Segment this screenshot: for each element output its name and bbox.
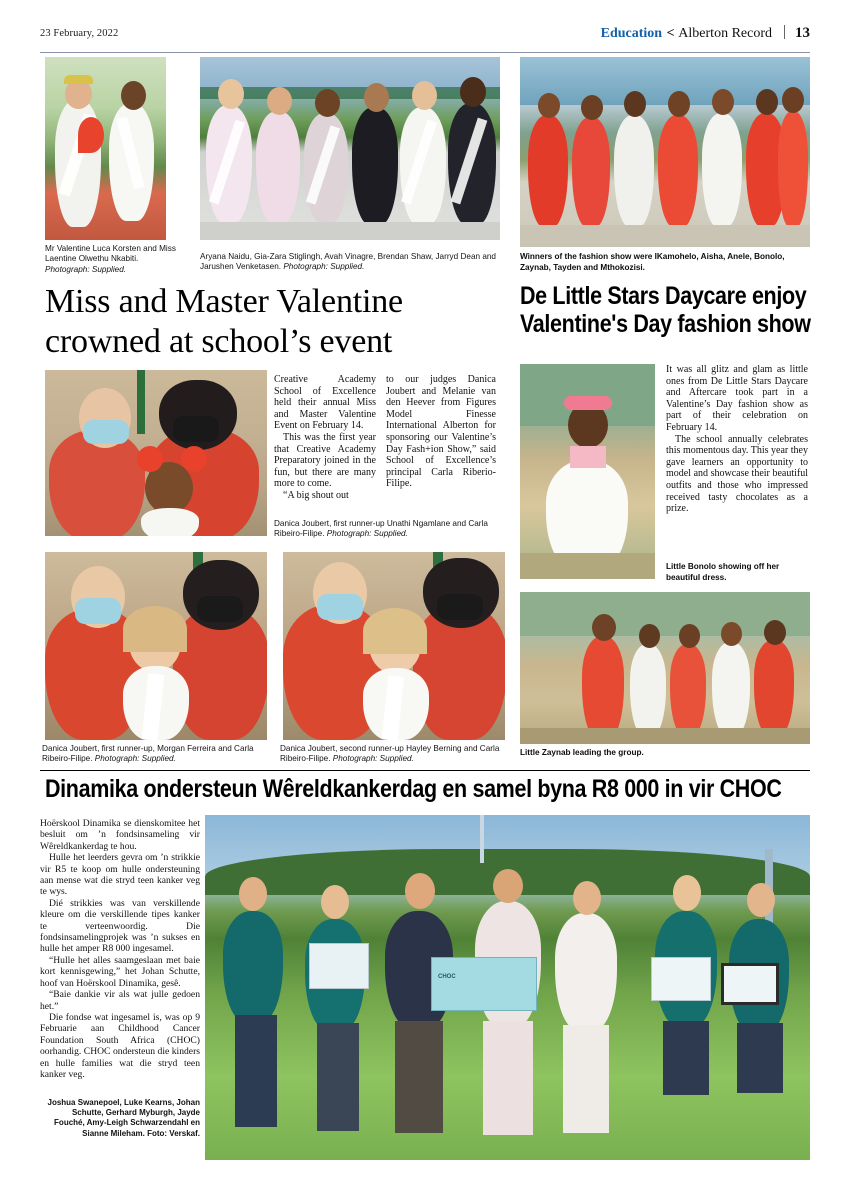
right-p2: The school annually celebrates this momentous day. This year they gave learners an opportunity to model and showcase their beautiful outfits and those who impressed received tasty chocolates as a prize. <box>666 433 808 515</box>
photo-certificate-3 <box>721 963 779 1005</box>
main-headline <box>45 284 515 360</box>
photo-girl-hair <box>123 606 187 652</box>
photo-person-7-head <box>747 883 775 917</box>
photo-person-4-head <box>493 869 523 903</box>
main-body-column-1 <box>274 374 376 502</box>
caption-photo-6 <box>280 744 502 765</box>
photo-heart-left <box>78 117 104 153</box>
section-name: Education <box>600 26 663 41</box>
caption-2-text: Aryana Naidu, Gia-Zara Stiglingh, Avah Vinagre, Brendan Shaw, Jarryd Dean and Jarushen Venketasen. <box>200 252 496 272</box>
bottom-section-rule <box>40 770 810 771</box>
photo-kid-head-4 <box>668 91 690 117</box>
photo-child-e <box>754 640 794 736</box>
photo-head-d <box>721 622 742 646</box>
photo-flagpole <box>480 815 484 863</box>
photo-pole <box>137 370 145 434</box>
photo-girl-hair <box>363 608 427 654</box>
photo-person-6-head <box>673 875 701 911</box>
photo-danica-hayley-carla <box>283 552 505 740</box>
photo-little-bonolo <box>520 364 655 579</box>
photo-person-2-head <box>321 885 349 919</box>
photo-headband <box>564 396 612 410</box>
photo-child-shirt <box>141 508 199 536</box>
main-col1-p1: Creative Academy School of Excellence held their annual Miss and Master Valentine Event on February 14. <box>274 374 376 432</box>
photo-head-3 <box>315 89 340 117</box>
caption-photo-2 <box>200 252 500 273</box>
right-headline-line-1: De Little Stars Daycare enjoy <box>520 282 807 310</box>
bottom-headline <box>45 777 819 803</box>
bottom-p4: “Hulle het alles saamgeslaan met baie kort kennisgewing,” het Johan Schutte, hoof van Hoërskool Dinamika, gesê. <box>40 954 200 989</box>
page-number: 13 <box>795 25 810 41</box>
photo-kid-head-1 <box>538 93 560 118</box>
photo-child-b <box>630 644 666 736</box>
caption-photo-3 <box>520 252 805 273</box>
caption-photo-8 <box>520 748 805 759</box>
photo-person-2-legs <box>317 1023 359 1131</box>
photo-giant-cheque: CHOC <box>431 957 537 1011</box>
photo-person-1-body <box>223 911 283 1023</box>
caption-7-text: Little Bonolo showing off her beautiful dress. <box>666 562 780 582</box>
photo-head-e <box>764 620 786 645</box>
photo-valentine-group <box>200 57 500 240</box>
main-col2-p1: to our judges Danica Joubert and Melanie van den Heever from Figures Model Finesse International Alberton for sponsoring our Valentine’s Day Fash+ion Show,” said School of Excellence’s principal Carla Riberio-Filipe. <box>386 374 496 490</box>
photo-head-1 <box>218 79 244 109</box>
main-col1-p3: “A big shout out <box>283 489 349 501</box>
caption-photo-9 <box>40 1098 200 1139</box>
masthead <box>40 25 810 54</box>
photo-head-5 <box>412 81 437 110</box>
photo-head-4 <box>364 83 389 112</box>
caption-2-credit: Photograph: Supplied. <box>283 262 365 272</box>
photo-fashion-show-winners <box>520 57 810 247</box>
photo-kid-head-5 <box>712 89 734 115</box>
photo-lead-head <box>592 614 616 641</box>
photo-child-4 <box>352 107 398 225</box>
photo-person-3-head <box>405 873 435 909</box>
photo-child-c <box>670 644 706 736</box>
photo-danica-unathi-carla <box>45 370 267 536</box>
photo-lead-child <box>582 636 624 740</box>
main-headline-line-2: crowned at school’s event <box>45 323 393 361</box>
main-headline-line-1: Miss and Master Valentine <box>45 283 403 320</box>
bottom-p3: Dié strikkies was van verskillende kleure om die verskillende tipes kanker te verteenwoordig. Die fondsinsamelingprojek was ’n sukses en hulle het amper R8 000 ingesamel. <box>40 897 200 955</box>
photo-mask-blue <box>83 420 129 444</box>
caption-photo-5 <box>42 744 257 765</box>
caption-photo-1 <box>45 244 185 275</box>
bottom-p2: Hulle het leerders gevra om ’n strikkie vir R5 te koop om hulle ondersteuning aan mense wat die stryd teen kanker veg te wys. <box>40 852 200 898</box>
photo-person-5-legs <box>563 1025 609 1133</box>
photo-danica-morgan-carla <box>45 552 267 740</box>
photo-child-2 <box>256 111 300 223</box>
masthead-section-line <box>601 25 810 42</box>
photo-mouse-ear-left <box>137 446 163 472</box>
photo-head-right <box>121 81 146 110</box>
photo-person-7-legs <box>737 1023 783 1093</box>
caption-6-text: Danica Joubert, second runner-up Hayley Berning and Carla Ribeiro-Filipe. <box>280 744 500 764</box>
photo-mr-miss-valentine <box>45 57 166 240</box>
caption-photo-4 <box>274 519 504 540</box>
photo-kid-head-2 <box>581 95 603 120</box>
photo-person-6-legs <box>663 1021 709 1095</box>
photo-little-zaynab <box>520 592 810 744</box>
caption-5-credit: Photograph: Supplied. <box>94 754 176 764</box>
photo-ground <box>520 728 810 744</box>
photo-mask-black <box>173 416 219 442</box>
photo-ground <box>200 222 500 240</box>
photo-person-3-legs <box>395 1021 443 1133</box>
bottom-p1: Hoërskool Dinamika se dienskomitee het besluit om ’n fondsinsameling vir Wêreldkankerdag te hou. <box>40 818 200 852</box>
chevron-left-icon: < <box>666 26 675 41</box>
right-headline <box>520 284 812 337</box>
photo-person-4-legs <box>483 1021 533 1135</box>
photo-certificate-1 <box>309 943 369 989</box>
photo-bodice <box>570 446 606 468</box>
photo-kid-head-7 <box>782 87 804 113</box>
photo-child-d <box>712 642 750 736</box>
photo-kid-head-6 <box>756 89 778 115</box>
photo-mask-black <box>437 594 483 620</box>
photo-dinamika-choc-handover <box>205 815 810 1160</box>
right-body-column <box>666 364 808 515</box>
photo-crown-left <box>64 75 93 84</box>
photo-fence <box>200 87 500 99</box>
photo-kid-2 <box>572 117 610 227</box>
photo-ground <box>520 225 810 247</box>
right-headline-line-2: Valentine's Day fashion show <box>520 309 811 338</box>
caption-3-text: Winners of the fashion show were IKamohelo, Aisha, Anele, Bonolo, Zaynab, Tayden and Mthokozisi. <box>520 252 785 272</box>
main-col1-p2: This was the first year that Creative Academy Preparatory joined in the fun, but there are many more to come. <box>274 431 376 490</box>
caption-1-credit: Photograph: Supplied. <box>45 264 127 274</box>
photo-kid-4 <box>658 115 698 227</box>
bottom-p6: Die fondse wat ingesamel is, was op 9 Februarie aan Childhood Cancer Foundation South Africa (CHOC) oorhandig. CHOC ondersteun die kinders en hulle families wat die stryd teen kanker veg. <box>40 1011 200 1080</box>
caption-8-text: Little Zaynab leading the group. <box>520 748 644 757</box>
bottom-headline-text: Dinamika ondersteun Wêreldkankerdag en samel byna R8 000 in vir CHOC <box>45 775 782 803</box>
photo-head-b <box>639 624 660 648</box>
photo-person-1-head <box>239 877 267 911</box>
photo-deck <box>520 553 655 579</box>
caption-5-text: Danica Joubert, first runner-up, Morgan Ferreira and Carla Ribeiro-Filipe. <box>42 744 254 764</box>
photo-child-5 <box>400 107 446 225</box>
caption-photo-7 <box>666 562 808 583</box>
photo-head-2 <box>267 87 292 115</box>
photo-mask-blue <box>317 594 363 620</box>
caption-6-credit: Photograph: Supplied. <box>332 754 414 764</box>
paper-name: Alberton Record <box>678 26 772 41</box>
photo-kid-3 <box>614 115 654 227</box>
publication-date: 23 February, 2022 <box>40 28 119 39</box>
photo-kid-1 <box>528 115 568 227</box>
main-body-column-2 <box>386 374 496 490</box>
masthead-divider <box>784 25 785 39</box>
caption-4-credit: Photograph: Supplied. <box>326 529 408 539</box>
photo-head-c <box>679 624 700 648</box>
bottom-body-column <box>40 818 200 1080</box>
photo-kid-5 <box>702 113 742 227</box>
caption-9-credit: Foto: Verskaf. <box>147 1128 200 1138</box>
caption-9-text: Joshua Swanepoel, Luke Kearns, Johan Schutte, Gerhard Myburgh, Jayde Fouché, Amy-Leigh Schwarzendahl en Sianne Mileham. <box>47 1098 200 1138</box>
masthead-rule <box>40 52 810 53</box>
photo-person-1-legs <box>235 1015 277 1127</box>
right-p1: It was all glitz and glam as little ones from De Little Stars Daycare and Aftercare took part in a Valentine’s Day fashion show as part of their celebration on February 14. <box>666 364 808 433</box>
caption-4-text: Danica Joubert, first runner-up Unathi Ngamlane and Carla Ribeiro-Filipe. <box>274 519 488 539</box>
photo-person-5-body <box>555 913 617 1031</box>
caption-1-text: Mr Valentine Luca Korsten and Miss Laentine Olwethu Nkabiti. <box>45 244 176 264</box>
photo-mask-black <box>197 596 243 622</box>
photo-certificate-2 <box>651 957 711 1001</box>
photo-person-5-head <box>573 881 601 915</box>
bottom-p5: “Baie dankie vir als wat julle gedoen het.” <box>40 989 200 1012</box>
photo-mouse-ear-right <box>181 446 207 472</box>
photo-kid-head-3 <box>624 91 646 117</box>
photo-kid-7 <box>778 111 808 227</box>
photo-head-6 <box>460 77 486 107</box>
photo-mask-blue <box>75 598 121 624</box>
